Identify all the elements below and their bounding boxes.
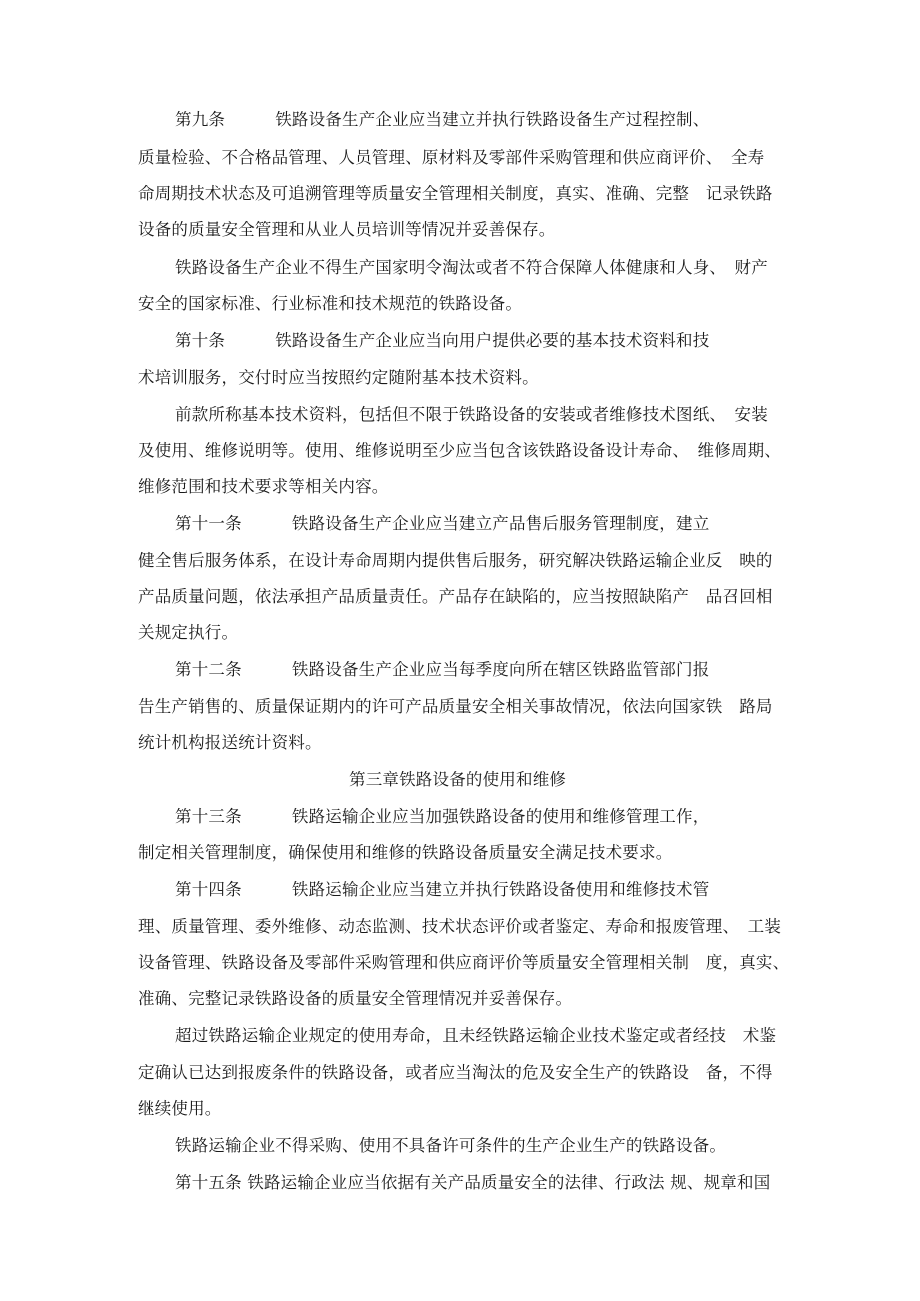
paragraph-line: 术培训服务，交付时应当按照约定随附基本技术资料。 — [138, 368, 539, 387]
paragraph-line: 设备的质量安全管理和从业人员培训等情况并妥善保存。 — [138, 220, 556, 239]
article-10-heading-line: 第十条 铁路设备生产企业应当向用户提供必要的基本技术资料和技 — [175, 331, 710, 350]
paragraph-line: 维修范围和技术要求等相关内容。 — [138, 477, 389, 496]
paragraph-line: 产品质量问题，依法承担产品质量责任。产品存在缺陷的，应当按照缺陷产 品召回相 — [138, 587, 773, 606]
paragraph-line: 及使用、维修说明等。使用、维修说明至少应当包含该铁路设备设计寿命、 维修周期、 — [138, 441, 782, 460]
paragraph-line: 设备管理、铁路设备及零部件采购管理和供应商评价等质量安全管理相关制 度，真实、 — [138, 953, 790, 972]
paragraph-line: 告生产销售的、质量保证期内的许可产品质量安全相关事故情况，依法向国家铁 路局 — [138, 697, 773, 716]
paragraph-line: 命周期技术状态及可追溯管理等质量安全管理相关制度，真实、准确、完整 记录铁路 — [138, 184, 773, 203]
article-11-heading-line: 第十一条 铁路设备生产企业应当建立产品售后服务管理制度，建立 — [175, 514, 710, 533]
paragraph-line: 准确、完整记录铁路设备的质量安全管理情况并妥善保存。 — [138, 989, 573, 1008]
article-15-heading-line: 第十五条 铁路运输企业应当依据有关产品质量安全的法律、行政法 规、规章和国 — [175, 1173, 771, 1192]
paragraph-line: 安全的国家标准、行业标准和技术规范的铁路设备。 — [138, 294, 523, 313]
paragraph-line: 制定相关管理制度，确保使用和维修的铁路设备质量安全满足技术要求。 — [138, 843, 673, 862]
paragraph-line: 定确认已达到报废条件的铁路设备，或者应当淘汰的危及安全生产的铁路设 备，不得 — [138, 1063, 773, 1082]
paragraph-line: 理、质量管理、委外维修、动态监测、技术状态评价或者鉴定、寿命和报废管理、 工装 — [138, 917, 782, 936]
paragraph-line: 铁路设备生产企业不得生产国家明令淘汰或者不符合保障人体健康和人身、 财产 — [175, 258, 768, 277]
paragraph-line: 铁路运输企业不得采购、使用不具备许可条件的生产企业生产的铁路设备。 — [175, 1136, 727, 1155]
article-14-heading-line: 第十四条 铁路运输企业应当建立并执行铁路设备使用和维修技术管 — [175, 880, 710, 899]
paragraph-line: 健全售后服务体系，在设计寿命周期内提供售后服务，研究解决铁路运输企业反 映的 — [138, 551, 773, 570]
article-9-heading-line: 第九条 铁路设备生产企业应当建立并执行铁路设备生产过程控制、 — [175, 110, 710, 129]
paragraph-line: 统计机构报送统计资料。 — [138, 733, 322, 752]
paragraph-line: 继续使用。 — [138, 1099, 222, 1118]
article-13-heading-line: 第十三条 铁路运输企业应当加强铁路设备的使用和维修管理工作， — [175, 807, 710, 826]
paragraph-line: 前款所称基本技术资料，包括但不限于铁路设备的安装或者维修技术图纸、 安装 — [175, 405, 768, 424]
paragraph-line: 关规定执行。 — [138, 623, 239, 642]
chapter-3-title: 第三章铁路设备的使用和维修 — [349, 770, 567, 789]
article-12-heading-line: 第十二条 铁路设备生产企业应当每季度向所在辖区铁路监管部门报 — [175, 660, 710, 679]
paragraph-line: 超过铁路运输企业规定的使用寿命，且未经铁路运输企业技术鉴定或者经技 术鉴 — [175, 1026, 777, 1045]
paragraph-line: 质量检验、不合格品管理、人员管理、原材料及零部件采购管理和供应商评价、 全寿 — [138, 148, 765, 167]
